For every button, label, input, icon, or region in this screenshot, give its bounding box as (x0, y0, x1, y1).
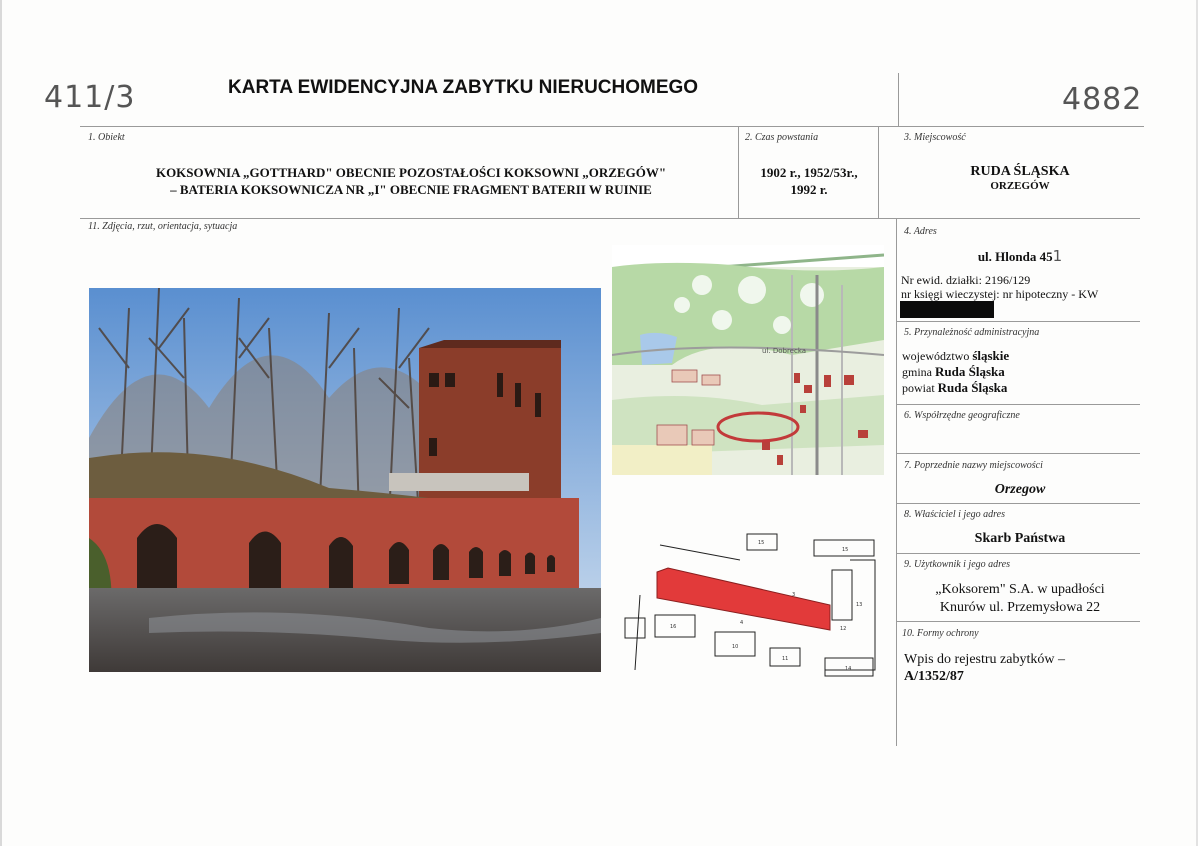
zdjecia-label: 11. Zdjęcia, rzut, orientacja, sytuacja (88, 221, 238, 232)
ochrona-label: 10. Formy ochrony (902, 628, 979, 639)
adres-street: ul. Hlonda 45 (977, 249, 1053, 264)
adres-ksiega: nr księgi wieczystej: nr hipoteczny - KW (901, 287, 1099, 301)
uzytkownik-label: 9. Użytkownik i jego adres (904, 559, 1011, 570)
site-plan (620, 520, 882, 680)
adres-handwritten-correction: 1 (1052, 247, 1063, 265)
adres-dzialka: Nr ewid. działki: 2196/129 (901, 273, 1031, 287)
divider-8 (896, 553, 1140, 554)
col-divider-1 (738, 126, 739, 218)
row-divider (80, 218, 1140, 219)
gmina-value: Ruda Śląska (935, 364, 1005, 379)
wojewodztwo-row (902, 348, 1009, 364)
poprzednie-value: Orzegow (994, 482, 1046, 497)
col-divider-2 (878, 126, 879, 218)
header-divider (80, 126, 1144, 127)
header-col-divider (898, 73, 899, 126)
obiekt-value (86, 164, 736, 198)
document-title: KARTA EWIDENCYJNA ZABYTKU NIERUCHOMEGO (228, 77, 699, 98)
location-map (612, 245, 884, 475)
plan-num-7: 4 (740, 620, 744, 626)
plan-num-1: 15 (758, 540, 765, 546)
plan-num-10: 13 (856, 602, 863, 608)
czas-value (740, 164, 878, 198)
divider-5 (896, 404, 1140, 405)
miejscowosc-label: 3. Miejscowość (904, 132, 966, 143)
poprzednie-label: 7. Poprzednie nazwy miejscowości (904, 460, 1043, 471)
plan-num-6: 16 (670, 624, 677, 630)
obiekt-label: 1. Obiekt (88, 132, 125, 143)
plan-num-4: 10 (732, 644, 739, 650)
map-street-label: ul. Dobrecka (762, 347, 807, 355)
divider-4 (896, 321, 1140, 322)
wojewodztwo-prefix: województwo (902, 349, 970, 363)
wojewodztwo-value: śląskie (972, 348, 1010, 363)
obiekt-line-2: – BATERIA KOKSOWNICZA NR „I" OBECNIE FRAGMENT BATERII W RUINIE (170, 182, 652, 197)
ochrona-value (904, 651, 1065, 685)
czas-line-2: 1992 r. (790, 182, 828, 197)
uzytkownik-line-2: Knurów ul. Przemysłowa 22 (939, 600, 1101, 615)
powiat-row (902, 380, 1009, 396)
obiekt-line-1: KOKSOWNIA „GOTTHARD" OBECNIE POZOSTAŁOŚCI KOKSOWNI „ORZEGÓW" (155, 165, 667, 180)
plan-num-9: 14 (845, 666, 852, 672)
czas-label: 2. Czas powstania (745, 132, 819, 143)
wlasciciel-value: Skarb Państwa (974, 531, 1066, 546)
handwritten-number-left: 411/3 (44, 80, 136, 115)
wlasciciel-label: 8. Właściciel i jego adres (904, 509, 1005, 520)
divider-7 (896, 503, 1140, 504)
plan-num-5: 11 (782, 656, 789, 662)
ochrona-line-2: A/1352/87 (904, 669, 964, 684)
miejscowosc-district: ORZEGÓW (990, 180, 1050, 192)
przynaleznosc-values (902, 348, 1009, 396)
przynaleznosc-label: 5. Przynależność administracyjna (904, 327, 1040, 338)
site-plan-highlight (657, 568, 830, 630)
powiat-value: Ruda Śląska (937, 380, 1008, 395)
ochrona-line-1: Wpis do rejestru zabytków – (904, 652, 1065, 667)
plan-num-2: 15 (842, 547, 849, 553)
gmina-row (902, 364, 1009, 380)
wspolrzedne-label: 6. Współrzędne geograficzne (904, 410, 1020, 421)
object-photo (89, 288, 601, 672)
plan-num-3: 3 (792, 592, 796, 598)
miejscowosc-city: RUDA ŚLĄSKA (970, 164, 1070, 179)
powiat-prefix: powiat (902, 381, 935, 395)
miejscowosc-value (900, 164, 1140, 192)
redaction-box (900, 301, 994, 318)
plan-num-8: 12 (840, 626, 847, 632)
uzytkownik-value (900, 581, 1140, 617)
uzytkownik-line-1: „Koksorem" S.A. w upadłości (935, 582, 1105, 597)
divider-6 (896, 453, 1140, 454)
czas-line-1: 1902 r., 1952/53r., (760, 165, 858, 180)
adres-street-row (900, 247, 1140, 265)
handwritten-number-right: 4882 (1062, 82, 1143, 117)
gmina-prefix: gmina (902, 365, 932, 379)
divider-9 (896, 621, 1140, 622)
adres-label: 4. Adres (904, 226, 937, 237)
right-col-divider (896, 218, 897, 746)
